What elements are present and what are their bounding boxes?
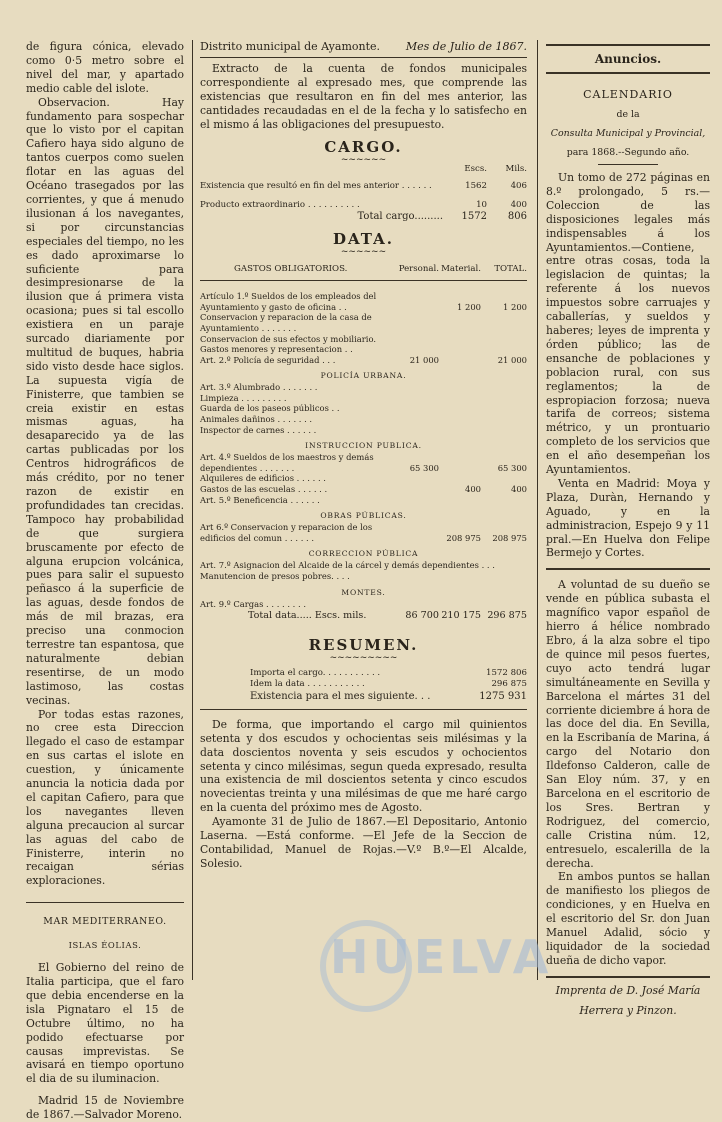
section-instruccion: INSTRUCCION PUBLICA.	[305, 441, 422, 451]
closing-paragraph: De forma, que importando el cargo mil quinientos setenta y dos escudos y ochocientas seis milésimas y la data doscientos noventa y seis escudos y ochocientos setenta y cinco milésimas, segun queda expresado, resulta una existencia de mil doscientos setenta y cinco escudos novecientas treinta y una milésimas de que me haré cargo en la cuenta del próximo mes de Agosto.	[200, 717, 527, 815]
data-row	[200, 355, 527, 366]
row-label: Art. 2.º Policía de seguridad . . .	[200, 354, 336, 365]
row-value	[439, 393, 481, 404]
observation-paragraph: Observacion. Hay fundamento para sospechar que lo visto por el capitan Cafiero haya sido alguno de tantos cuerpos como suelen flotar en las aguas del Océano trasegados por las corrientes, y que á menudo ilusionan á los navegantes, si por circunstancias especiales del tiempo, no les es dado aproximarse lo suficiente para desimpresionarse de la ilusion que á primera vista ocasiona; pues si tal escollo existiera en un paraje surcado diariamente por multitud de buques, habria sido visto desde hace siglos. La supuesta vigía de Finisterre, que tambien se creia existir en estas mismas aguas, ha desaparecido ya de las cartas publicadas por los Centros hidrográficos de más crédito, por no tener razon de existir en profundidades tan crecidas. Tampoco hay probabilidad de que surgiera bruscamente por efecto de alguna erupcion volcánica, pues para salir el supuesto peñasco á la superficie de las aguas, desde fondos de más de mil brazas, era preciso una conmocion terrestre tan espantosa, que naturalmente debian resentirse, de un modo lastimoso, las costas vecinas.	[26, 95, 184, 707]
row-value	[481, 425, 527, 436]
row-value: 65 300	[497, 462, 527, 473]
row-value	[481, 414, 527, 425]
row-value	[481, 522, 527, 533]
row-value	[481, 571, 527, 582]
calendario-title: CALENDARIO	[583, 88, 673, 101]
row-label: Inspector de carnes . . . . . .	[200, 424, 317, 435]
imprenta-line: Imprenta de D. José María	[555, 983, 701, 997]
row-value	[397, 495, 439, 506]
row-value	[481, 382, 527, 393]
divider	[598, 164, 658, 165]
row-label: Gastos menores y representacion . .	[200, 344, 353, 355]
obras-rows	[200, 522, 527, 543]
divider	[200, 57, 527, 58]
correccion-row	[200, 560, 527, 571]
row-value	[439, 334, 481, 345]
correccion-rows	[200, 560, 527, 581]
divider	[546, 44, 710, 46]
row-value	[481, 403, 527, 414]
instruccion-rows	[200, 452, 527, 505]
row-value	[516, 560, 527, 571]
row-value	[439, 495, 481, 506]
cargo-row: Existencia que resultó en fin del mes anterior . . . . . . 1562 406	[200, 180, 527, 191]
row-value	[481, 291, 527, 302]
divider	[26, 902, 184, 903]
row-label: Ayuntamiento . . . . . . .	[200, 322, 297, 333]
instruccion-row	[200, 473, 527, 484]
data-title: DATA.	[332, 229, 395, 248]
data-table	[200, 291, 527, 365]
total-data-row: Total data..... Escs. mils. 86 700 210 175 296 875	[248, 610, 527, 622]
row-value	[439, 344, 481, 355]
paragraph: de figura cónica, elevado como 0·5 metro sobre el nivel del mar, y apartado medio cable del islote.	[26, 40, 184, 95]
column-rule	[537, 40, 538, 980]
row-label: Art. 5.º Beneficencia . . . . . .	[200, 494, 320, 505]
row-value: 65 300	[409, 462, 439, 473]
row-value	[481, 599, 527, 610]
divider	[546, 72, 710, 74]
policia-row	[200, 382, 527, 393]
instruccion-row	[200, 463, 527, 474]
row-value	[439, 571, 481, 582]
row-value	[481, 393, 527, 404]
row-label: Art. 3.º Alumbrado . . . . . . .	[200, 382, 318, 393]
row-value	[397, 344, 439, 355]
paragraph: El Gobierno del reino de Italia participa, que el faro que debia encenderse en la isla Pignataro el 15 de Octubre último, no ha podido efectuarse por causas imprevistas. Se avisará en tiempo oportuno el dia de su iluminacion.	[26, 961, 184, 1086]
row-label: Art. 7.º Asignacion del Alcaide de la cárcel y demás dependientes . . .	[200, 560, 495, 571]
watermark-text: HUELVA	[330, 930, 553, 984]
account-header	[200, 40, 527, 53]
row-value	[397, 312, 439, 323]
district-title: Distrito municipal de Ayamonte.	[200, 40, 381, 53]
row-value	[481, 323, 527, 334]
row-label: edificios del comun . . . . . .	[200, 532, 315, 543]
policia-row	[200, 393, 527, 404]
row-value: 1 200	[457, 301, 481, 312]
row-value	[397, 599, 439, 610]
row-value	[481, 452, 527, 463]
row-label: Manutencion de presos pobres. . . .	[200, 571, 350, 581]
data-row	[200, 334, 527, 345]
column-rule	[192, 40, 193, 980]
row-value	[397, 425, 439, 436]
anuncios-title: Anuncios.	[594, 52, 662, 66]
data-row	[200, 323, 527, 334]
instruccion-row	[200, 484, 527, 495]
imprenta-line: Herrera y Pinzon.	[579, 1003, 677, 1017]
dateline: Madrid 15 de Noviembre de 1867.—Salvador Moreno.	[26, 1094, 184, 1122]
row-value	[439, 463, 481, 474]
correccion-row	[200, 571, 527, 582]
row-value	[397, 393, 439, 404]
row-value	[397, 414, 439, 425]
row-value	[397, 403, 439, 414]
row-value	[439, 452, 481, 463]
row-value: 21 000	[409, 354, 439, 365]
row-value	[397, 452, 439, 463]
cargo-col-escs: Escs.	[464, 163, 487, 174]
cargo-total-row: Total cargo......... 1572 806	[357, 210, 527, 222]
row-value: 1 200	[503, 301, 527, 312]
row-value	[439, 312, 481, 323]
data-row	[200, 312, 527, 323]
ornament: ~~~~~~	[340, 154, 387, 165]
row-value	[397, 291, 439, 302]
policia-row	[200, 414, 527, 425]
section-obras: OBRAS PÚBLICAS.	[320, 511, 407, 521]
row-value	[439, 599, 481, 610]
row-value	[505, 560, 515, 571]
row-value	[439, 323, 481, 334]
row-value	[439, 291, 481, 302]
row-label: Artículo 1.º Sueldos de los empleados del	[200, 291, 377, 302]
resumen-table	[200, 668, 527, 703]
intro-paragraph: Extracto de la cuenta de fondos municipales correspondiente al expresado mes, que comprende las existencias que resultaron en fin del mes anterior, las cantidades recaudadas en el de la fecha y lo satisfecho en el mismo á las obligaciones del presupuesto.	[200, 62, 527, 131]
row-value	[495, 560, 505, 571]
month-title: Mes de Julio de 1867.	[405, 40, 527, 53]
instruccion-row	[200, 452, 527, 463]
row-value	[481, 473, 527, 484]
cargo-row: Producto extraordinario . . . . . . . . . . 10 400	[200, 199, 527, 210]
ornament: ~~~~~~	[340, 246, 387, 257]
row-label: Art. 9.º Cargas . . . . . . . .	[200, 598, 306, 609]
divider	[200, 709, 527, 710]
section-heading: MAR MEDITERRANEO.	[43, 916, 167, 928]
resumen-row: Existencia para el mes siguiente. . . 1275 931	[250, 690, 527, 702]
row-label: Art. 4.º Sueldos de los maestros y demás	[200, 452, 374, 463]
divider	[546, 568, 710, 570]
row-value	[439, 403, 481, 414]
row-label: Alquileres de edificios . . . . . .	[200, 473, 326, 484]
calendario-year: para 1868.--Segundo año.	[566, 147, 690, 158]
row-value: 208 975	[492, 532, 527, 543]
row-label: Animales dañinos . . . . . . .	[200, 414, 313, 425]
row-value	[481, 334, 527, 345]
row-value	[397, 334, 439, 345]
row-value	[397, 522, 439, 533]
row-value	[397, 382, 439, 393]
row-value: 208 975	[446, 532, 481, 543]
row-value	[397, 484, 439, 495]
row-label: Gastos de las escuelas . . . . . .	[200, 484, 328, 495]
section-montes: MONTES.	[341, 587, 386, 597]
section-correccion: CORRECCION PÚBLICA	[308, 549, 419, 559]
calendario-de: de la	[616, 109, 640, 120]
paragraph: En ambos puntos se hallan de manifiesto los pliegos de condiciones, y en Huelva en el escritorio del Sr. don Juan Manuel Adalid, sócio y liquidador de la sociedad dueña de dicho vapor.	[546, 870, 710, 967]
row-value: 400	[511, 484, 527, 495]
row-value	[397, 323, 439, 334]
row-value	[439, 355, 481, 366]
signature-paragraph: Ayamonte 31 de Julio de 1867.—El Depositario, Antonio Laserna. —Está conforme. —El Jefe de la Seccion de Contabilidad, Manuel de Rojas.—V.º B.º—El Alcalde, Solesio.	[200, 815, 527, 870]
data-row	[200, 291, 527, 302]
row-label: Ayuntamiento y gasto de oficina . .	[200, 301, 347, 312]
obras-row	[200, 533, 527, 544]
row-value	[397, 302, 439, 313]
data-row	[200, 344, 527, 355]
row-label: Conservacion de sus efectos y mobiliario.	[200, 333, 377, 344]
row-value	[439, 425, 481, 436]
column-center	[200, 40, 527, 871]
row-value	[439, 414, 481, 425]
row-label: Conservacion y reparacion de la casa de	[200, 312, 372, 323]
paragraph: Por todas estas razones, no cree esta Direccion llegado el caso de estampar en sus cartas el islote en cuestion, y únicamente anuncia la noticia dada por el capitan Cafiero, para que los navegantes lleven alguna precaucion al surcar las aguas del cabo de Finisterre, interin no recaigan sérias exploraciones.	[26, 707, 184, 888]
row-value	[439, 382, 481, 393]
row-value	[481, 344, 527, 355]
paragraph: Venta en Madrid: Moya y Plaza, Duràn, Hernando y Aguado, y en la administracion, Espejo 9 y 11 pral.—En Huelva don Felipe Bermejo y Cortes.	[546, 476, 710, 560]
column-right	[546, 40, 710, 1018]
row-value	[481, 495, 527, 506]
resumen-title: RESUMEN.	[308, 635, 419, 654]
resumen-row: Idem la data . . . . . . . . . . . 296 875	[250, 678, 527, 689]
paragraph: A voluntad de su dueño se vende en pública subasta el magnífico vapor español de hierro á hélice nombrado Ebro, á la alza sobre el tipo de quince mil pesos fuertes, cuyo acto tendrá lugar simultáneamente en Sevilla y Barcelona el mártes 31 del corriente diciembre á hora de las doce del dia. En Sevilla, en la Escribanía de Marina, á cargo del Notario don Ildefonso Calderon, calle de San Eloy núm. 37, y en Barcelona en el escritorio de los Sres. Bertran y Rodriguez, del comercio, calle Cristina núm. 12, entresuelo, escalerilla de la derecha.	[546, 578, 710, 870]
resumen-row: Importa el cargo. . . . . . . . . . . 1572 806	[250, 667, 527, 678]
obras-row	[200, 522, 527, 533]
row-value	[397, 533, 439, 544]
row-value	[397, 473, 439, 484]
row-value: 21 000	[497, 354, 527, 365]
row-label: Art 6.º Conservacion y reparacion de los	[200, 522, 373, 533]
row-value	[439, 522, 481, 533]
montes-rows	[200, 599, 527, 610]
row-value: 400	[465, 484, 481, 495]
row-label: dependientes . . . . . . .	[200, 462, 295, 473]
cargo-col-mils: Mils.	[505, 163, 527, 174]
row-value	[481, 312, 527, 323]
data-col-head: GASTOS OBLIGATORIOS. Personal. Material. TOTAL.	[200, 264, 527, 282]
instruccion-row	[200, 495, 527, 506]
calendario-subtitle: Consulta Municipal y Provincial,	[550, 128, 706, 139]
section-policia: POLICÍA URBANA.	[320, 371, 407, 381]
cargo-title: CARGO.	[324, 137, 403, 156]
montes-row	[200, 599, 527, 610]
cargo-col-head	[200, 164, 527, 175]
row-value	[397, 571, 439, 582]
ornament: ~~~~~~~~~	[329, 652, 398, 663]
data-row	[200, 302, 527, 313]
column-left	[26, 40, 184, 1122]
policia-row	[200, 425, 527, 436]
subsection-heading: ISLAS ÉOLIAS.	[68, 940, 142, 951]
policia-row	[200, 403, 527, 414]
paragraph: Un tomo de 272 páginas en 8.º prolongado, 5 rs.—Coleccion de las disposiciones legales más indispensables á los Ayuntamientos.—Contiene, entre otras cosas, toda la legislacion de quintas; la referente á los nuevos impuestos sobre carruajes y caballerías, y sueldos y haberes; leyes de imprenta y órden público; las de ensanche de poblaciones y poblacion rural, con sus reglamentos; la de espropiacion forzosa; nueva tarifa de correos; sistema métrico, y un prontuario completo de los servicios que en el año desempeñan los Ayuntamientos.	[546, 171, 710, 477]
row-label: Guarda de los paseos públicos . .	[200, 403, 340, 414]
row-label: Limpieza . . . . . . . . .	[200, 392, 287, 403]
row-value	[439, 473, 481, 484]
policia-rows	[200, 382, 527, 435]
